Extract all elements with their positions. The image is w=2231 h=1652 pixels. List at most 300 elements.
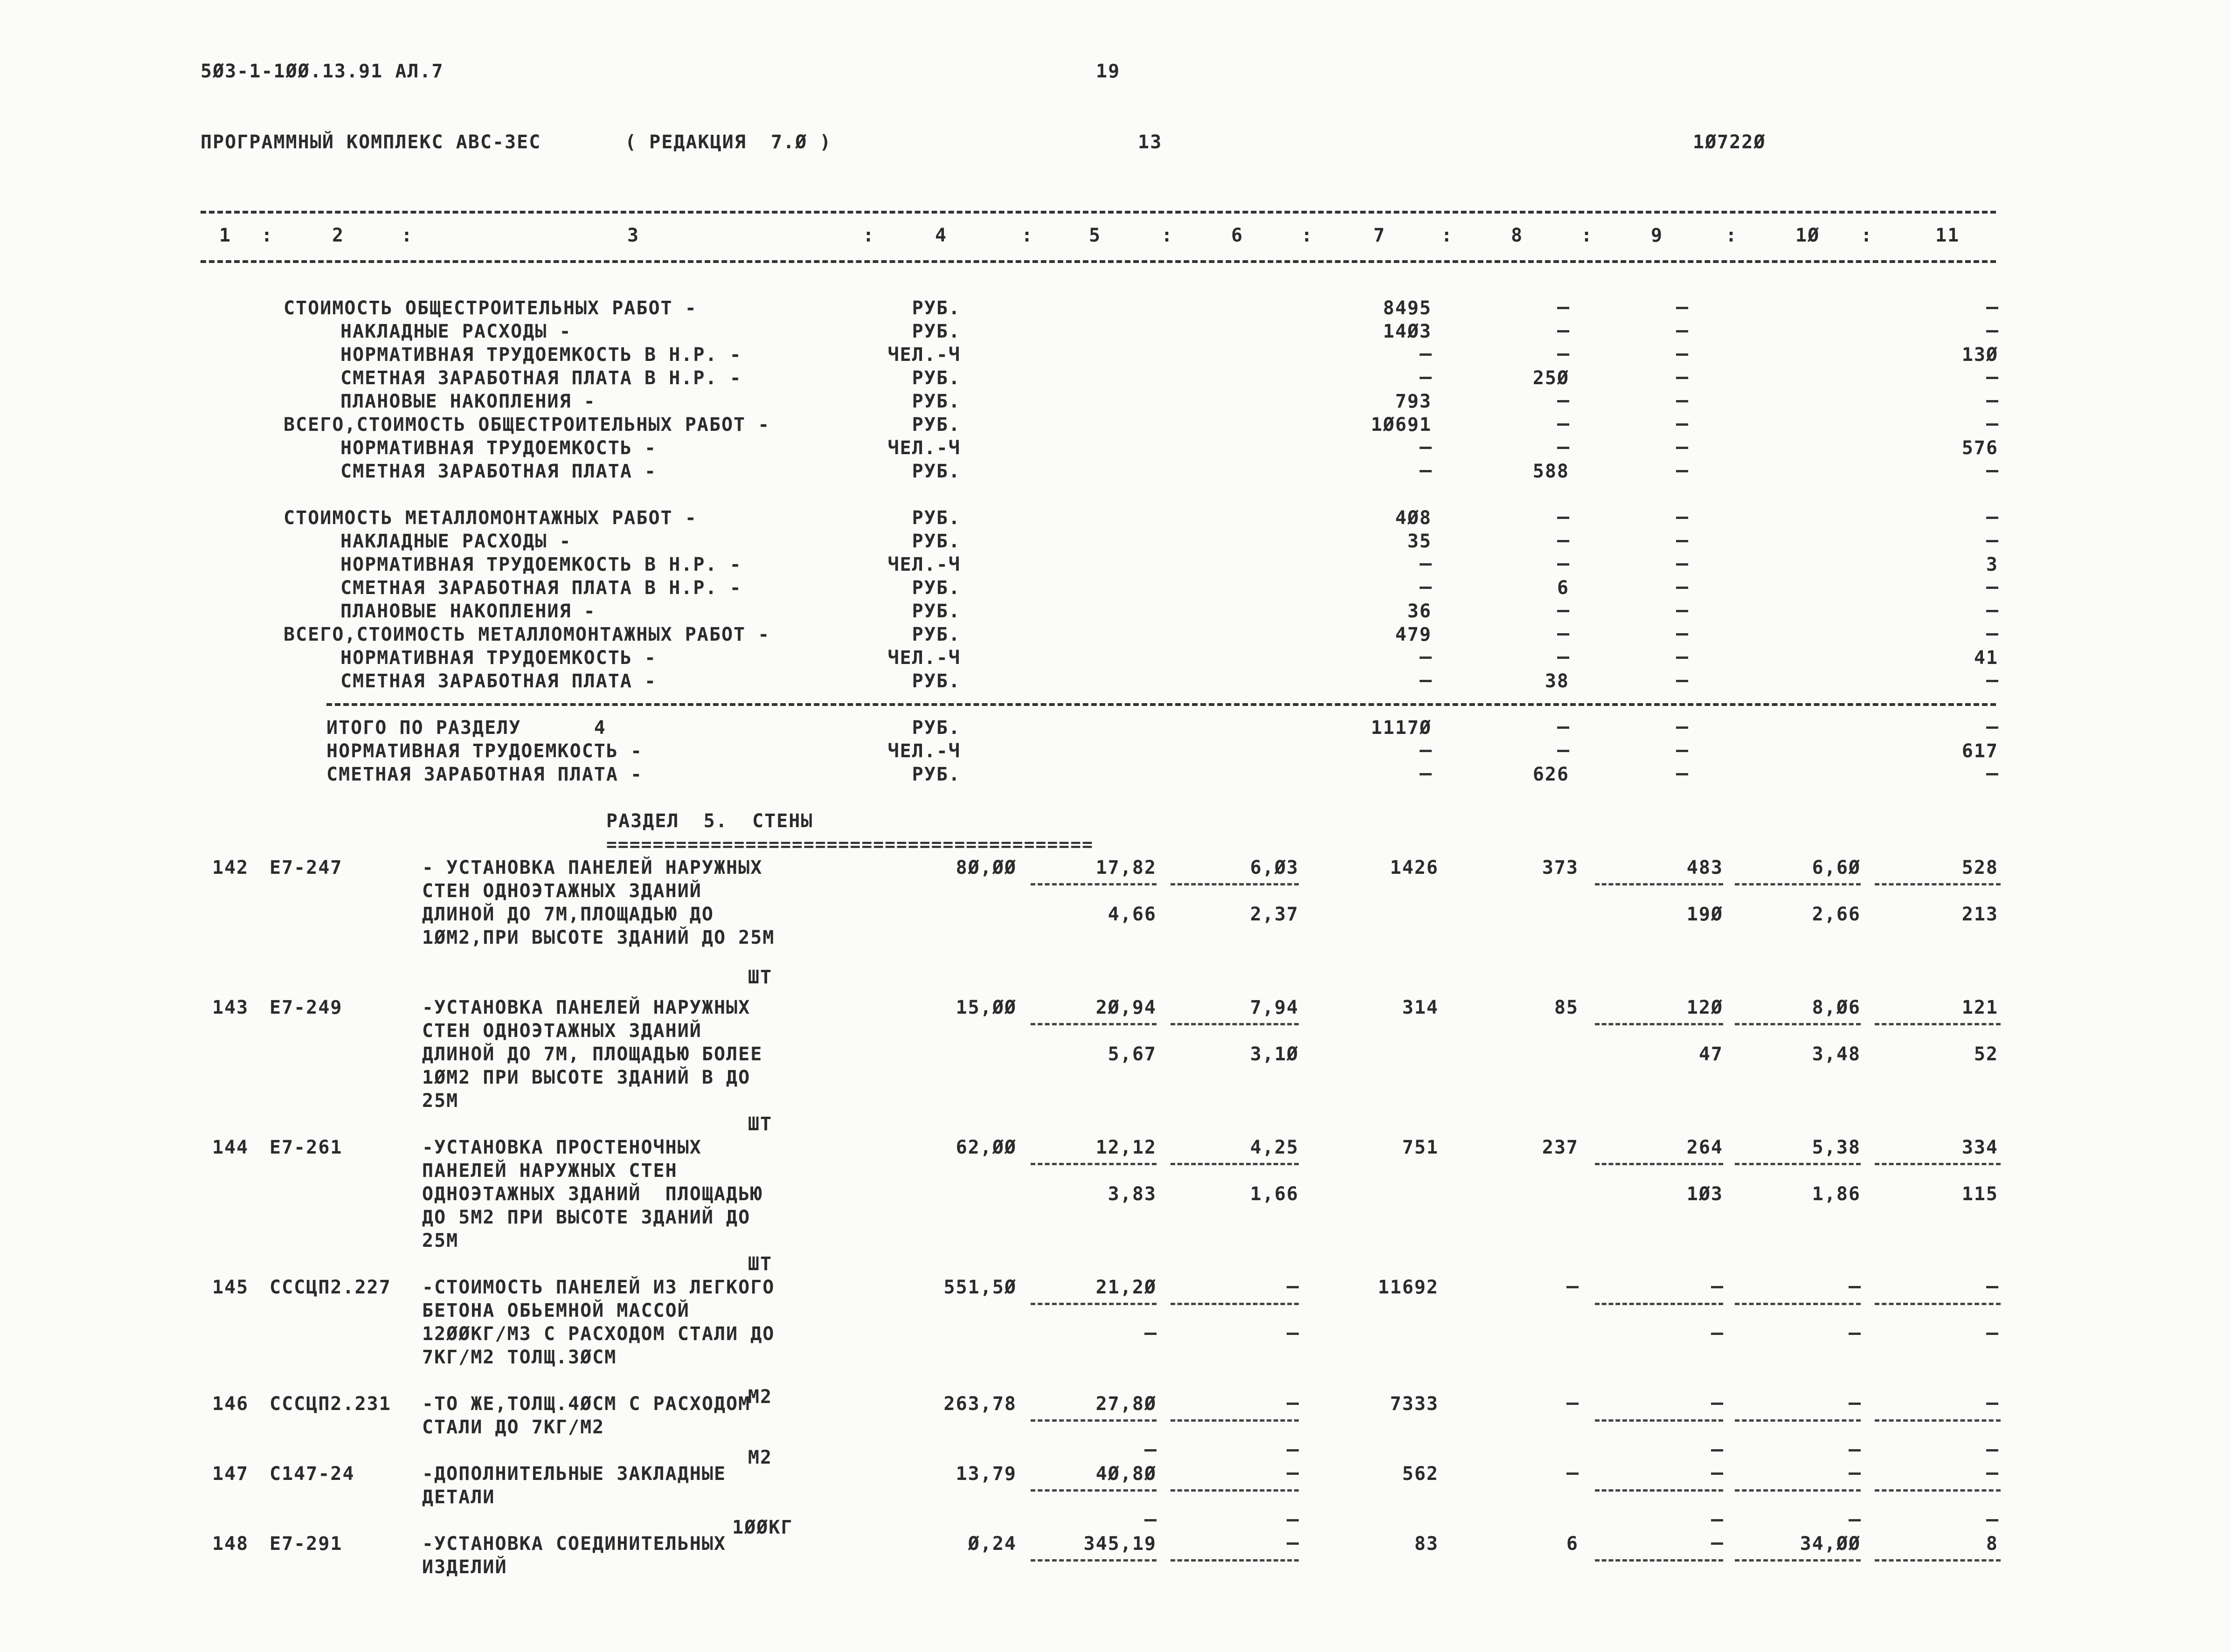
dash-mark — [1287, 1519, 1299, 1521]
value-cell: 1426 — [1390, 857, 1439, 878]
value-cell: 5,67 — [1108, 1044, 1157, 1065]
value-cell: 345,19 — [1083, 1533, 1157, 1555]
dash-mark — [1420, 470, 1432, 472]
value-cell: 27,8Ø — [1095, 1393, 1157, 1415]
value-cell: 6 — [1566, 1533, 1579, 1555]
summary-unit: РУБ. — [912, 367, 961, 389]
item-description: 1ØМ2 ПРИ ВЫСОТЕ ЗДАНИЙ В ДО — [422, 1067, 751, 1088]
dash-mark — [1986, 1449, 1998, 1452]
dash-mark — [1144, 1449, 1157, 1452]
value-cell: 35 — [1407, 531, 1432, 552]
item-code: С147-24 — [270, 1463, 355, 1485]
cell-rule — [1735, 1303, 1861, 1305]
dash-mark — [1144, 1519, 1157, 1521]
value-cell: 1117Ø — [1371, 717, 1432, 739]
value-cell: 2,37 — [1250, 904, 1299, 925]
item-description: ПАНЕЛЕЙ НАРУЖНЫХ СТЕН — [422, 1160, 678, 1182]
item-description: 25М — [422, 1230, 459, 1251]
cell-rule — [1171, 1023, 1299, 1025]
summary-unit: РУБ. — [912, 461, 961, 482]
summary-label: СМЕТНАЯ ЗАРАБОТНАЯ ПЛАТА В Н.Р. - — [340, 367, 742, 389]
item-description: СТЕН ОДНОЭТАЖНЫХ ЗДАНИЙ — [422, 880, 702, 902]
section-title-underline: ========================================== — [606, 834, 1094, 855]
item-description: ИЗДЕЛИЙ — [422, 1556, 507, 1578]
dash-mark — [1420, 587, 1432, 589]
item-description: -ТО ЖЕ,ТОЛЩ.4ØСМ С РАСХОДОМ — [422, 1393, 751, 1415]
cell-rule — [1595, 883, 1723, 885]
dash-mark — [1557, 400, 1569, 402]
summary-unit: РУБ. — [912, 391, 961, 412]
item-description: -УСТАНОВКА ПАНЕЛЕЙ НАРУЖНЫХ — [422, 997, 751, 1018]
header-rule-bottom — [201, 260, 1996, 263]
dash-mark — [1986, 587, 1998, 589]
item-description: - УСТАНОВКА ПАНЕЛЕЙ НАРУЖНЫХ — [422, 857, 763, 878]
sheet-number: 13 — [1138, 131, 1163, 153]
value-cell: 34,ØØ — [1800, 1533, 1861, 1555]
dash-mark — [1986, 610, 1998, 612]
cell-rule — [1875, 1489, 2001, 1492]
cell-rule — [1171, 1163, 1299, 1165]
dash-mark — [1287, 1333, 1299, 1335]
summary-unit: РУБ. — [912, 670, 961, 692]
cell-rule — [1031, 1559, 1157, 1562]
value-cell: 41 — [1974, 647, 1998, 669]
column-separator: : — [1161, 225, 1174, 246]
dash-mark — [1676, 330, 1688, 332]
cell-rule — [1735, 1163, 1861, 1165]
dash-mark — [1557, 563, 1569, 566]
value-cell: 576 — [1961, 437, 1998, 459]
cell-rule — [1595, 1303, 1723, 1305]
value-cell: 115 — [1961, 1183, 1998, 1205]
cell-rule — [1875, 883, 2001, 885]
dash-mark — [1711, 1449, 1723, 1452]
item-description: 7КГ/М2 ТОЛЩ.3ØСМ — [422, 1347, 617, 1368]
dash-mark — [1676, 517, 1688, 519]
totals-unit: ЧЕЛ.-Ч — [887, 740, 961, 762]
value-cell: 6,6Ø — [1812, 857, 1861, 878]
program-edition: ( РЕДАКЦИЯ 7.Ø ) — [625, 131, 832, 153]
dash-mark — [1566, 1403, 1579, 1405]
dash-mark — [1676, 773, 1688, 775]
item-unit: ШТ — [748, 1253, 773, 1275]
column-header: 1Ø — [1795, 225, 1820, 246]
item-number: 143 — [212, 997, 249, 1018]
dash-mark — [1986, 726, 1998, 729]
dash-mark — [1566, 1472, 1579, 1475]
document-code: 5Ø3-1-1ØØ.13.91 АЛ.7 — [201, 61, 444, 82]
totals-unit: РУБ. — [912, 764, 961, 785]
summary-label: НОРМАТИВНАЯ ТРУДОЕМКОСТЬ В Н.Р. - — [340, 344, 742, 366]
dash-mark — [1557, 423, 1569, 426]
dash-mark — [1420, 750, 1432, 752]
dash-mark — [1557, 447, 1569, 449]
summary-unit: РУБ. — [912, 624, 961, 645]
summary-unit: ЧЕЛ.-Ч — [887, 554, 961, 575]
item-description: 12ØØКГ/МЗ С РАСХОДОМ СТАЛИ ДО — [422, 1323, 775, 1345]
summary-label: ПЛАНОВЫЕ НАКОПЛЕНИЯ - — [340, 601, 596, 622]
cell-rule — [1171, 1559, 1299, 1562]
value-cell: 3 — [1986, 554, 1998, 575]
value-cell: 21,2Ø — [1095, 1277, 1157, 1298]
summary-label: СМЕТНАЯ ЗАРАБОТНАЯ ПЛАТА - — [340, 461, 657, 482]
item-description: -УСТАНОВКА СОЕДИНИТЕЛЬНЫХ — [422, 1533, 727, 1555]
column-separator: : — [1725, 225, 1738, 246]
value-cell: Ø,24 — [968, 1533, 1017, 1555]
dash-mark — [1711, 1286, 1723, 1288]
item-code: СССЦП2.227 — [270, 1277, 391, 1298]
item-code: Е7-261 — [270, 1137, 343, 1158]
dash-mark — [1557, 726, 1569, 729]
dash-mark — [1676, 610, 1688, 612]
item-description: БЕТОНА ОБЬЕМНОЙ МАССОЙ — [422, 1300, 690, 1321]
dash-mark — [1711, 1519, 1723, 1521]
item-code: СССЦП2.231 — [270, 1393, 391, 1415]
totals-rule — [326, 703, 1996, 706]
dash-mark — [1420, 447, 1432, 449]
value-cell: 19Ø — [1686, 904, 1723, 925]
cell-rule — [1595, 1163, 1723, 1165]
item-code: Е7-249 — [270, 997, 343, 1018]
cell-rule — [1735, 1023, 1861, 1025]
value-cell: 263,78 — [943, 1393, 1017, 1415]
dash-mark — [1676, 540, 1688, 542]
value-cell: 8,Ø6 — [1812, 997, 1861, 1018]
dash-mark — [1849, 1449, 1861, 1452]
summary-label: НАКЛАДНЫЕ РАСХОДЫ - — [340, 321, 572, 342]
dash-mark — [1676, 563, 1688, 566]
dash-mark — [1986, 423, 1998, 426]
item-description: ДЕТАЛИ — [422, 1486, 495, 1508]
value-cell: 13Ø — [1961, 344, 1998, 366]
column-separator: : — [401, 225, 414, 246]
cell-rule — [1875, 1163, 2001, 1165]
value-cell: 3,48 — [1812, 1044, 1861, 1065]
summary-unit: РУБ. — [912, 321, 961, 342]
cell-rule — [1735, 1489, 1861, 1492]
value-cell: 2Ø,94 — [1095, 997, 1157, 1018]
value-cell: 3,1Ø — [1250, 1044, 1299, 1065]
cell-rule — [1595, 1489, 1723, 1492]
item-number: 144 — [212, 1137, 249, 1158]
dash-mark — [1986, 1472, 1998, 1475]
column-header: 2 — [332, 225, 345, 246]
value-cell: 483 — [1686, 857, 1723, 878]
value-cell: 479 — [1395, 624, 1432, 645]
value-cell: 237 — [1542, 1137, 1579, 1158]
cell-rule — [1875, 1419, 2001, 1422]
dash-mark — [1676, 423, 1688, 426]
value-cell: 4,25 — [1250, 1137, 1299, 1158]
cell-rule — [1735, 1419, 1861, 1422]
dash-mark — [1986, 377, 1998, 379]
item-number: 145 — [212, 1277, 249, 1298]
dash-mark — [1676, 400, 1688, 402]
value-cell: 588 — [1532, 461, 1569, 482]
cell-rule — [1031, 1023, 1157, 1025]
item-code: Е7-247 — [270, 857, 343, 878]
dash-mark — [1986, 633, 1998, 636]
dash-mark — [1420, 377, 1432, 379]
column-header: 6 — [1231, 225, 1244, 246]
dash-mark — [1557, 610, 1569, 612]
summary-unit: РУБ. — [912, 601, 961, 622]
item-description: СТАЛИ ДО 7КГ/М2 — [422, 1417, 605, 1438]
value-cell: 1Ø691 — [1371, 414, 1432, 435]
summary-label: ВСЕГО,СТОИМОСТЬ МЕТАЛЛОМОНТАЖНЫХ РАБОТ - — [284, 624, 770, 645]
dash-mark — [1849, 1519, 1861, 1521]
item-number: 148 — [212, 1533, 249, 1555]
dash-mark — [1144, 1333, 1157, 1335]
dash-mark — [1986, 1519, 1998, 1521]
summary-unit: РУБ. — [912, 297, 961, 319]
value-cell: 7333 — [1390, 1393, 1439, 1415]
dash-mark — [1420, 680, 1432, 682]
page-number: 19 — [1096, 61, 1121, 82]
cell-rule — [1875, 1023, 2001, 1025]
dash-mark — [1986, 773, 1998, 775]
summary-label: СТОИМОСТЬ МЕТАЛЛОМОНТАЖНЫХ РАБОТ - — [284, 507, 697, 529]
value-cell: 5,38 — [1812, 1137, 1861, 1158]
value-cell: 15,ØØ — [956, 997, 1017, 1018]
cell-rule — [1031, 1163, 1157, 1165]
dash-mark — [1420, 657, 1432, 659]
value-cell: 334 — [1961, 1137, 1998, 1158]
value-cell: 617 — [1961, 740, 1998, 762]
item-unit: ШТ — [748, 1113, 773, 1135]
cell-rule — [1171, 1419, 1299, 1422]
cell-rule — [1031, 883, 1157, 885]
summary-unit: РУБ. — [912, 507, 961, 529]
value-cell: 6 — [1557, 577, 1569, 599]
value-cell: 12Ø — [1686, 997, 1723, 1018]
summary-label: СМЕТНАЯ ЗАРАБОТНАЯ ПЛАТА В Н.Р. - — [340, 577, 742, 599]
summary-label: НАКЛАДНЫЕ РАСХОДЫ - — [340, 531, 572, 552]
item-code: Е7-291 — [270, 1533, 343, 1555]
column-header: 8 — [1511, 225, 1524, 246]
column-header: 1 — [219, 225, 232, 246]
value-cell: 38 — [1545, 670, 1569, 692]
value-cell: 4,66 — [1108, 904, 1157, 925]
item-description: -СТОИМОСТЬ ПАНЕЛЕЙ ИЗ ЛЕГКОГО — [422, 1277, 775, 1298]
totals-unit: РУБ. — [912, 717, 961, 739]
dash-mark — [1986, 1286, 1998, 1288]
dash-mark — [1986, 470, 1998, 472]
item-number: 142 — [212, 857, 249, 878]
value-cell: 17,82 — [1095, 857, 1157, 878]
dash-mark — [1676, 726, 1688, 729]
value-cell: 11692 — [1378, 1277, 1439, 1298]
header-rule-top — [201, 211, 1996, 214]
dash-mark — [1287, 1472, 1299, 1475]
dash-mark — [1849, 1286, 1861, 1288]
dash-mark — [1711, 1333, 1723, 1335]
dash-mark — [1986, 1333, 1998, 1335]
dash-mark — [1557, 633, 1569, 636]
cell-rule — [1171, 1489, 1299, 1492]
column-separator: : — [1441, 225, 1454, 246]
summary-label: НОРМАТИВНАЯ ТРУДОЕМКОСТЬ - — [340, 647, 657, 669]
value-cell: 121 — [1961, 997, 1998, 1018]
dash-mark — [1557, 540, 1569, 542]
value-cell: 8Ø,ØØ — [956, 857, 1017, 878]
column-separator: : — [863, 225, 875, 246]
item-unit: М2 — [748, 1386, 773, 1408]
cell-rule — [1735, 883, 1861, 885]
summary-unit: ЧЕЛ.-Ч — [887, 344, 961, 366]
dash-mark — [1711, 1403, 1723, 1405]
column-separator: : — [1021, 225, 1034, 246]
value-cell: 12,12 — [1095, 1137, 1157, 1158]
summary-label: ПЛАНОВЫЕ НАКОПЛЕНИЯ - — [340, 391, 596, 412]
dash-mark — [1287, 1449, 1299, 1452]
item-description: СТЕН ОДНОЭТАЖНЫХ ЗДАНИЙ — [422, 1020, 702, 1042]
value-cell: 4Ø8 — [1395, 507, 1432, 529]
dash-mark — [1986, 517, 1998, 519]
value-cell: 314 — [1402, 997, 1439, 1018]
dash-mark — [1676, 307, 1688, 309]
dash-mark — [1676, 680, 1688, 682]
value-cell: 25Ø — [1532, 367, 1569, 389]
value-cell: 4Ø,8Ø — [1095, 1463, 1157, 1485]
column-header: 7 — [1373, 225, 1386, 246]
dash-mark — [1676, 353, 1688, 356]
dash-mark — [1986, 1403, 1998, 1405]
dash-mark — [1986, 330, 1998, 332]
dash-mark — [1287, 1403, 1299, 1405]
dash-mark — [1420, 563, 1432, 566]
dash-mark — [1849, 1333, 1861, 1335]
totals-label: СМЕТНАЯ ЗАРАБОТНАЯ ПЛАТА - — [326, 764, 643, 785]
column-header: 9 — [1651, 225, 1663, 246]
dash-mark — [1849, 1403, 1861, 1405]
value-cell: 8495 — [1383, 297, 1432, 319]
column-header: 3 — [627, 225, 640, 246]
value-cell: 551,5Ø — [943, 1277, 1017, 1298]
dash-mark — [1676, 657, 1688, 659]
totals-label: ИТОГО ПО РАЗДЕЛУ 4 — [326, 717, 606, 739]
value-cell: 83 — [1414, 1533, 1439, 1555]
item-description: ДЛИНОЙ ДО 7М,ПЛОЩАДЬЮ ДО — [422, 904, 714, 925]
item-number: 146 — [212, 1393, 249, 1415]
dash-mark — [1557, 330, 1569, 332]
value-cell: 62,ØØ — [956, 1137, 1017, 1158]
summary-label: НОРМАТИВНАЯ ТРУДОЕМКОСТЬ В Н.Р. - — [340, 554, 742, 575]
cell-rule — [1171, 883, 1299, 885]
dash-mark — [1557, 307, 1569, 309]
value-cell: 14Ø3 — [1383, 321, 1432, 342]
column-separator: : — [1861, 225, 1873, 246]
value-cell: 36 — [1407, 601, 1432, 622]
item-description: -ДОПОЛНИТЕЛЬНЫЕ ЗАКЛАДНЫЕ — [422, 1463, 727, 1485]
dash-mark — [1986, 540, 1998, 542]
summary-unit: РУБ. — [912, 414, 961, 435]
item-description: ОДНОЭТАЖНЫХ ЗДАНИЙ ПЛОЩАДЬЮ — [422, 1183, 763, 1205]
dash-mark — [1557, 657, 1569, 659]
value-cell: 52 — [1974, 1044, 1998, 1065]
totals-label: НОРМАТИВНАЯ ТРУДОЕМКОСТЬ - — [326, 740, 643, 762]
summary-unit: ЧЕЛ.-Ч — [887, 647, 961, 669]
item-description: ДО 5М2 ПРИ ВЫСОТЕ ЗДАНИЙ ДО — [422, 1207, 751, 1228]
dash-mark — [1986, 400, 1998, 402]
cell-rule — [1595, 1559, 1723, 1562]
dash-mark — [1566, 1286, 1579, 1288]
summary-label: НОРМАТИВНАЯ ТРУДОЕМКОСТЬ - — [340, 437, 657, 459]
value-cell: 47 — [1698, 1044, 1723, 1065]
dash-mark — [1557, 517, 1569, 519]
dash-mark — [1287, 1542, 1299, 1545]
value-cell: 6,Ø3 — [1250, 857, 1299, 878]
cell-rule — [1031, 1419, 1157, 1422]
dash-mark — [1420, 773, 1432, 775]
column-header: 11 — [1935, 225, 1960, 246]
dash-mark — [1557, 750, 1569, 752]
summary-unit: РУБ. — [912, 531, 961, 552]
dash-mark — [1557, 353, 1569, 356]
item-description: -УСТАНОВКА ПРОСТЕНОЧНЫХ — [422, 1137, 702, 1158]
item-number: 147 — [212, 1463, 249, 1485]
dash-mark — [1849, 1472, 1861, 1475]
value-cell: 626 — [1532, 764, 1569, 785]
cell-rule — [1031, 1303, 1157, 1305]
item-description: 1ØМ2,ПРИ ВЫСОТЕ ЗДАНИЙ ДО 25М — [422, 927, 775, 948]
summary-label: СТОИМОСТЬ ОБЩЕСТРОИТЕЛЬНЫХ РАБОТ - — [284, 297, 697, 319]
column-separator: : — [1581, 225, 1594, 246]
value-cell: 7,94 — [1250, 997, 1299, 1018]
cell-rule — [1875, 1303, 2001, 1305]
cell-rule — [1875, 1559, 2001, 1562]
dash-mark — [1711, 1542, 1723, 1545]
cell-rule — [1735, 1559, 1861, 1562]
program-name: ПРОГРАММНЫЙ КОМПЛЕКС АВС-3ЕС — [201, 131, 541, 153]
value-cell: 13,79 — [956, 1463, 1017, 1485]
summary-label: ВСЕГО,СТОИМОСТЬ ОБЩЕСТРОИТЕЛЬНЫХ РАБОТ - — [284, 414, 770, 435]
item-description: 25М — [422, 1090, 459, 1112]
dash-mark — [1711, 1472, 1723, 1475]
item-unit: М2 — [748, 1447, 773, 1468]
value-cell: 1Ø3 — [1686, 1183, 1723, 1205]
value-cell: 8 — [1986, 1533, 1998, 1555]
dash-mark — [1676, 587, 1688, 589]
cell-rule — [1595, 1419, 1723, 1422]
value-cell: 85 — [1554, 997, 1579, 1018]
cell-rule — [1171, 1303, 1299, 1305]
value-cell: 793 — [1395, 391, 1432, 412]
item-unit: 1ØØКГ — [732, 1517, 793, 1538]
value-cell: 373 — [1542, 857, 1579, 878]
dash-mark — [1676, 470, 1688, 472]
dash-mark — [1676, 633, 1688, 636]
dash-mark — [1676, 447, 1688, 449]
cell-rule — [1031, 1489, 1157, 1492]
value-cell: 3,83 — [1108, 1183, 1157, 1205]
summary-label: СМЕТНАЯ ЗАРАБОТНАЯ ПЛАТА - — [340, 670, 657, 692]
value-cell: 528 — [1961, 857, 1998, 878]
item-unit: ШТ — [748, 967, 773, 988]
cell-rule — [1595, 1023, 1723, 1025]
dash-mark — [1986, 307, 1998, 309]
section-title: РАЗДЕЛ 5. СТЕНЫ — [606, 810, 813, 832]
dash-mark — [1287, 1286, 1299, 1288]
value-cell: 1,66 — [1250, 1183, 1299, 1205]
value-cell: 213 — [1961, 904, 1998, 925]
column-separator: : — [261, 225, 274, 246]
value-cell: 1,86 — [1812, 1183, 1861, 1205]
value-cell: 751 — [1402, 1137, 1439, 1158]
dash-mark — [1676, 377, 1688, 379]
dash-mark — [1676, 750, 1688, 752]
dash-mark — [1420, 353, 1432, 356]
